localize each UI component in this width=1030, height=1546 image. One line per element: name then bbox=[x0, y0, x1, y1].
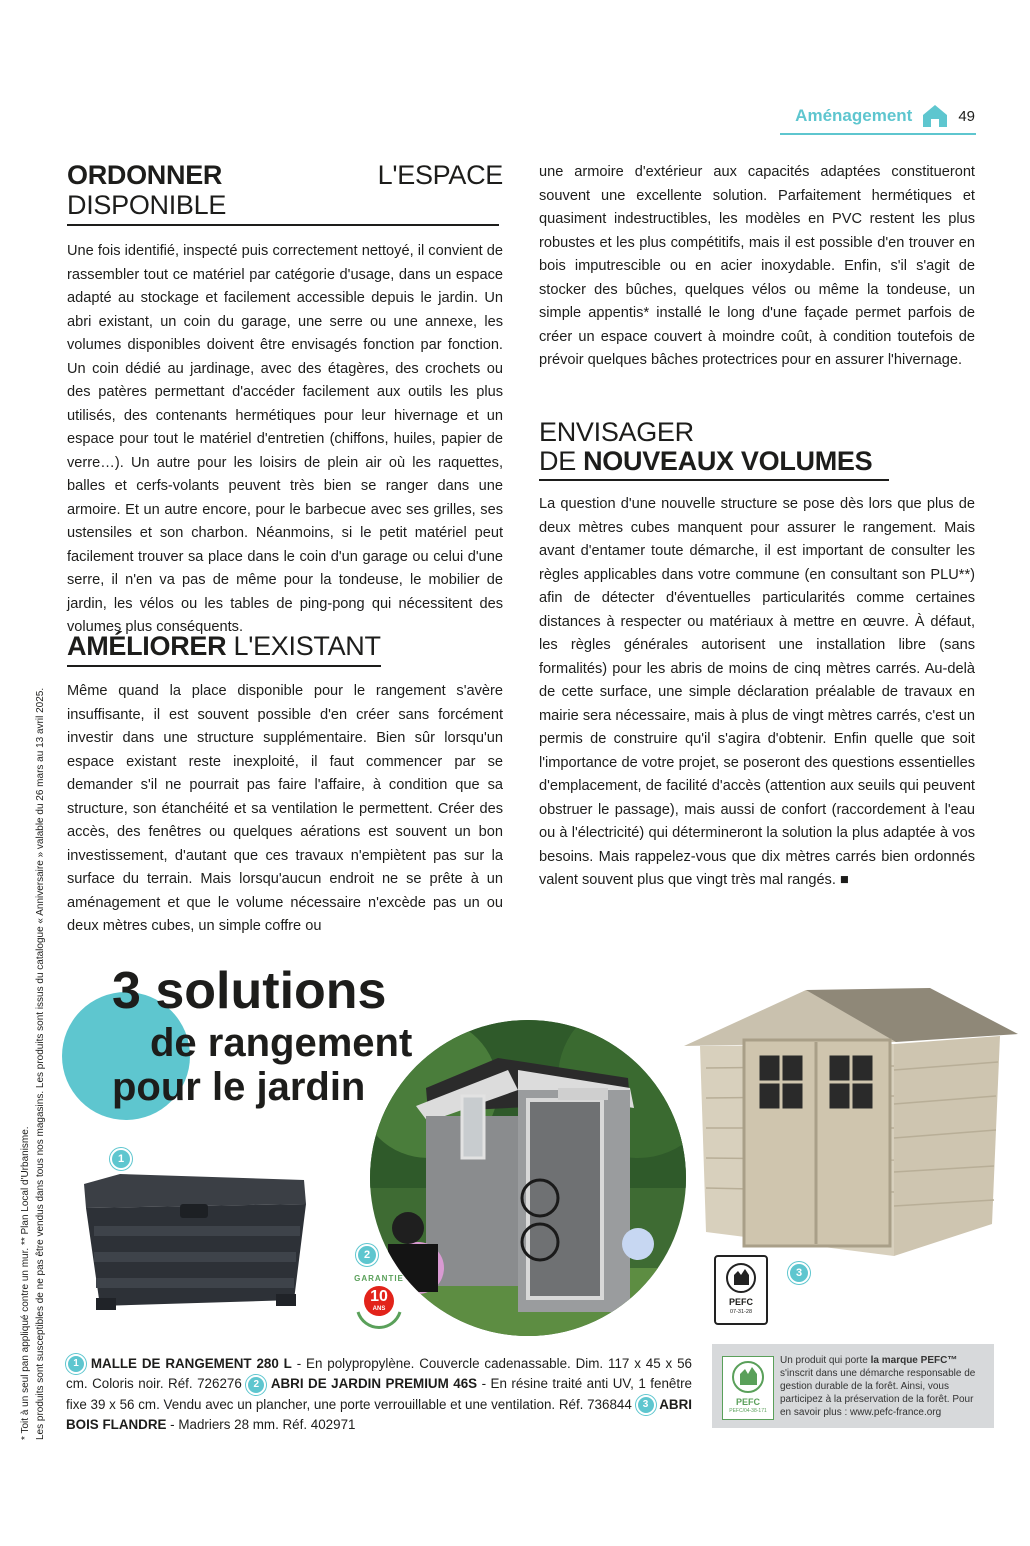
paragraph-ordonner: Une fois identifié, inspecté puis correctement nettoyé, il convient de rassembler tout ce matériel par catégorie d'usage, dans un espace adapté au stockage et facilement accessible depuis le jardin. Un abri existant, un coin du garage, une serre ou une annexe, les volumes disponibles doivent être envisagés fonction par fonction. Un coin dédié au jardinage, avec des étagères, des crochets ou des patères permettant d'accéder facilement aux outils les plus utilisés, des contenants hermétiques pour leur hivernage et un espace pour tout le matériel d'entretien (chiffons, huiles, papier de verre…). Un autre pour les loisirs de plein air où les raquettes, balles et cerfs-volants peuvent très bien se ranger dans une armoire. Et un autre encore, pour le barbecue avec ses grilles, ses ustensiles et son charbon. Néanmoins, si le petit matériel peut facilement trouver sa place dans le coin d'un garage ou celui d'une serre, il n'en va pas de même pour la tondeuse, le mobilier de jardin, les vélos ou les tables de ping-pong qui nécessitent des volumes plus conséquents. bbox=[67, 243, 503, 635]
header-rule bbox=[780, 133, 976, 135]
pefc-box-logo-label: PEFC bbox=[735, 1397, 760, 1407]
side-legal-notes bbox=[18, 680, 48, 1440]
pefc-mark-label: PEFC bbox=[728, 1297, 753, 1307]
house-icon bbox=[922, 104, 948, 128]
product-3-name: ABRI BOIS FLANDRE bbox=[66, 1396, 692, 1433]
product-3-desc: - Madriers 28 mm. Réf. 402971 bbox=[166, 1417, 356, 1433]
product-image-abri-premium bbox=[368, 1018, 688, 1338]
page-number: 49 bbox=[958, 107, 975, 125]
guarantee-seal bbox=[350, 1272, 408, 1334]
caption-badge-3: 3 bbox=[636, 1395, 656, 1415]
heading-ameliorer: AMÉLIORER L'EXISTANT bbox=[67, 631, 381, 661]
caption-badge-2: 2 bbox=[246, 1375, 266, 1395]
product-image-abri-bois bbox=[682, 988, 1018, 1256]
product-1-desc: - En polypropylène. Couvercle cadenassable. Dim. 117 x 45 x 56 cm. Coloris noir. Réf. 726276 bbox=[66, 1356, 692, 1392]
guarantee-red-disc bbox=[364, 1286, 394, 1316]
heading-envisager: ENVISAGER DE NOUVEAUX VOLUMES bbox=[539, 417, 873, 476]
end-mark: ■ bbox=[839, 872, 849, 888]
pefc-tree-icon bbox=[723, 1359, 773, 1397]
paragraph-armoire: une armoire d'extérieur aux capacités adaptées constitueront souvent une excellente solution. Parfaitement hermétiques et quasiment indestructibles, les modèles en PVC restent les plus robustes et les plus compétitifs, mais il est possible d'en trouver en bois imputrescible ou en acier inoxydable. Enfin, s'il s'agit de stocker des bûches, quelques vélos ou même la tondeuse, un simple appentis* installé le long d'une façade permet parfois de créer un espace couvert à moindre coût, à condition toutefois de prévoir quelques bâches protectrices pour en assurer l'hivernage. bbox=[539, 164, 975, 368]
pefc-info-text: Un produit qui porte la marque PEFC™ s'inscrit dans une démarche responsable de gestion durable de la forêt. Ainsi, vous participez à la préservation de la forêt. Pour en savoir plus : www.pefc-france.org bbox=[780, 1355, 976, 1418]
product-image-malle bbox=[80, 1174, 310, 1312]
pefc-box-logo-code: PEFC/04-38-171 bbox=[729, 1408, 767, 1414]
side-note-2: Les produits sont susceptibles de ne pas être vendus dans tous nos magasins. Les produits sont issus du catalogue « Anniversaire » valable du 26 mars au 13 avril 2025. bbox=[35, 687, 46, 1440]
section-ordonner bbox=[67, 160, 503, 640]
heading-underline bbox=[539, 479, 889, 481]
badge-1: 1 bbox=[110, 1148, 132, 1170]
pefc-logo-box bbox=[722, 1356, 774, 1420]
promo-title bbox=[112, 962, 413, 1109]
promo-line-2: de rangement bbox=[150, 1021, 413, 1065]
product-2-desc: - En résine traité anti UV, 1 fenêtre fixe 39 x 56 cm. Vendu avec un plancher, une porte verrouillable et une ventilation. Réf. 736844 bbox=[66, 1376, 692, 1412]
guarantee-label: GARANTIE bbox=[354, 1274, 404, 1283]
page-header bbox=[795, 104, 975, 128]
section-envisager bbox=[539, 418, 975, 893]
pefc-info-box bbox=[712, 1344, 994, 1428]
product-2-name: ABRI DE JARDIN PREMIUM 46S bbox=[270, 1376, 478, 1392]
pefc-logo-product bbox=[714, 1255, 768, 1325]
promo-line-1: 3 solutions bbox=[112, 962, 387, 1020]
heading-underline bbox=[67, 224, 499, 226]
product-1-name: MALLE DE RANGEMENT 280 L bbox=[90, 1356, 292, 1371]
pefc-mark-code: 07-31-28 bbox=[729, 1309, 753, 1315]
section-continued bbox=[539, 161, 975, 373]
products-caption bbox=[66, 1354, 692, 1435]
pefc-tree-icon bbox=[716, 1261, 766, 1297]
section-name: Aménagement bbox=[795, 106, 913, 125]
paragraph-envisager: La question d'une nouvelle structure se pose dès lors que plus de deux mètres cubes manquent pour assurer le rangement. Mais avant d'entamer toute démarche, il est important de consulter les règles applicables dans votre commune (en consultant son PLU**) afin de détecter d'éventuelles particularités comme certaines distances à respecter ou matériaux à mettre en œuvre. À défaut, les règles générales autorisent une installation libre (sans formalités) pour les abris de moins de cinq mètres carrés. Au-delà de cette surface, une simple déclaration préalable de travaux en mairie sera nécessaire, mais à plus de vingt mètres carrés, c'est un permis de construire qu'il s'agira d'obtenir. Enfin quelle que soit l'importance de votre projet, se poseront des questions essentielles d'emplacement, de facilité d'accès (attention aux seuils qui peuvent obstruer le passage), mais aussi de confort (raccordement à l'eau ou à l'électricité) qui détermineront la solution la plus adaptée à vos besoins. Mais rappelez-vous que dix mètres carrés bien ordonnés valent souvent plus que vingt très mal rangés. ■ bbox=[539, 496, 975, 888]
badge-3: 3 bbox=[788, 1262, 810, 1284]
badge-2: 2 bbox=[356, 1244, 378, 1266]
side-note-1: * Toit à un seul pan appliqué contre un mur. ** Plan Local d'Urbanisme. bbox=[20, 1126, 31, 1440]
caption-badge-1: 1 bbox=[66, 1354, 86, 1374]
promo-line-3: pour le jardin bbox=[112, 1065, 366, 1109]
guarantee-years: 10 bbox=[370, 1288, 388, 1305]
guarantee-unit: ANS bbox=[372, 1306, 386, 1312]
section-ameliorer bbox=[67, 631, 503, 939]
heading-underline bbox=[67, 665, 381, 667]
paragraph-ameliorer: Même quand la place disponible pour le rangement s'avère insuffisante, il est souvent possible d'en créer sans forcément investir dans une structure supplémentaire. Bien sûr lorsqu'un espace existant reste inexploité, il faut commencer par se demander s'il ne pourrait pas faire l'affaire, à condition que sa structure, son étanchéité et sa ventilation le permettent. Créer des accès, des fenêtres ou quelques aérations est souvent un bon investissement, d'autant que ces travaux n'empiètent pas sur la surface du terrain. Mais lorsqu'aucun endroit ne se prête à un aménagement et que le volume nécessaire n'excède pas un ou deux mètres cubes, un simple coffre ou bbox=[67, 683, 503, 934]
heading-ordonner: ORDONNER L'ESPACE DISPONIBLE bbox=[67, 160, 503, 220]
